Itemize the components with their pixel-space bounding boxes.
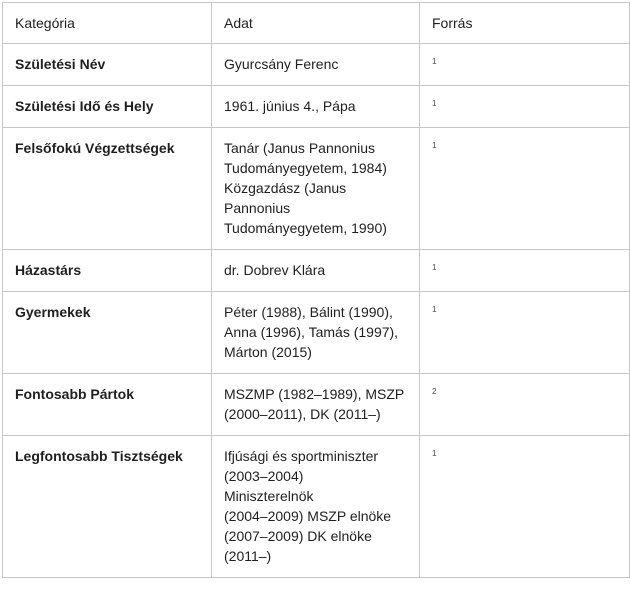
row-source-ref[interactable]: 1 [420, 292, 630, 374]
row-category: Felsőfokú Végzettségek [3, 128, 212, 250]
table-row [3, 292, 630, 374]
row-category: Születési Idő és Hely [3, 86, 212, 128]
row-source-ref[interactable]: 1 [420, 436, 630, 578]
header-category: Kategória [3, 3, 212, 44]
row-data-line: Miniszterelnök [224, 488, 314, 504]
row-source-ref[interactable]: 1 [420, 86, 630, 128]
table-row [3, 44, 630, 86]
row-data-line: Ifjúsági és sportminiszter [224, 448, 379, 464]
header-row [3, 3, 630, 44]
row-category: Házastárs [3, 250, 212, 292]
row-category: Gyermekek [3, 292, 212, 374]
table-body [3, 44, 630, 578]
header-data: Adat [212, 3, 420, 44]
row-data-line: (2000–2011), DK (2011–) [224, 406, 381, 422]
row-data-line: (2011–) [224, 548, 272, 564]
row-data-line: Tudományegyetem, 1984) [224, 160, 387, 176]
row-data-line: 1961. június 4., Pápa [224, 98, 356, 114]
data-table [2, 2, 630, 578]
row-data-line: Anna (1996), Tamás (1997), [224, 324, 399, 340]
row-data [212, 44, 420, 86]
row-data-line: Pannonius [224, 200, 291, 216]
header-source: Forrás [420, 3, 630, 44]
table-row [3, 128, 630, 250]
row-category: Születési Név [3, 44, 212, 86]
row-data-line: dr. Dobrev Klára [224, 262, 326, 278]
table-row [3, 250, 630, 292]
row-data [212, 374, 420, 436]
row-data [212, 292, 420, 374]
row-source-ref[interactable]: 1 [420, 44, 630, 86]
table-row [3, 86, 630, 128]
row-data-line: Gyurcsány Ferenc [224, 56, 339, 72]
row-category: Fontosabb Pártok [3, 374, 212, 436]
row-data-line: Tanár (Janus Pannonius [224, 140, 375, 156]
row-data-line: Tudományegyetem, 1990) [224, 220, 387, 236]
row-data-line: Márton (2015) [224, 344, 312, 360]
row-data [212, 436, 420, 578]
row-source-ref[interactable]: 2 [420, 374, 630, 436]
row-data [212, 250, 420, 292]
row-data-line: MSZMP (1982–1989), MSZP [224, 386, 405, 402]
row-category: Legfontosabb Tisztségek [3, 436, 212, 578]
row-data-line: Közgazdász (Janus [224, 180, 347, 196]
row-data-line: (2003–2004) [224, 468, 304, 484]
table-row [3, 374, 630, 436]
row-source-ref[interactable]: 1 [420, 128, 630, 250]
row-data [212, 128, 420, 250]
row-data-line: (2007–2009) DK elnöke [224, 528, 372, 544]
row-data-line: (2004–2009) MSZP elnöke [224, 508, 392, 524]
row-source-ref[interactable]: 1 [420, 250, 630, 292]
row-data-line: Péter (1988), Bálint (1990), [224, 304, 393, 320]
table-row [3, 436, 630, 578]
table-header [3, 3, 630, 44]
row-data [212, 86, 420, 128]
